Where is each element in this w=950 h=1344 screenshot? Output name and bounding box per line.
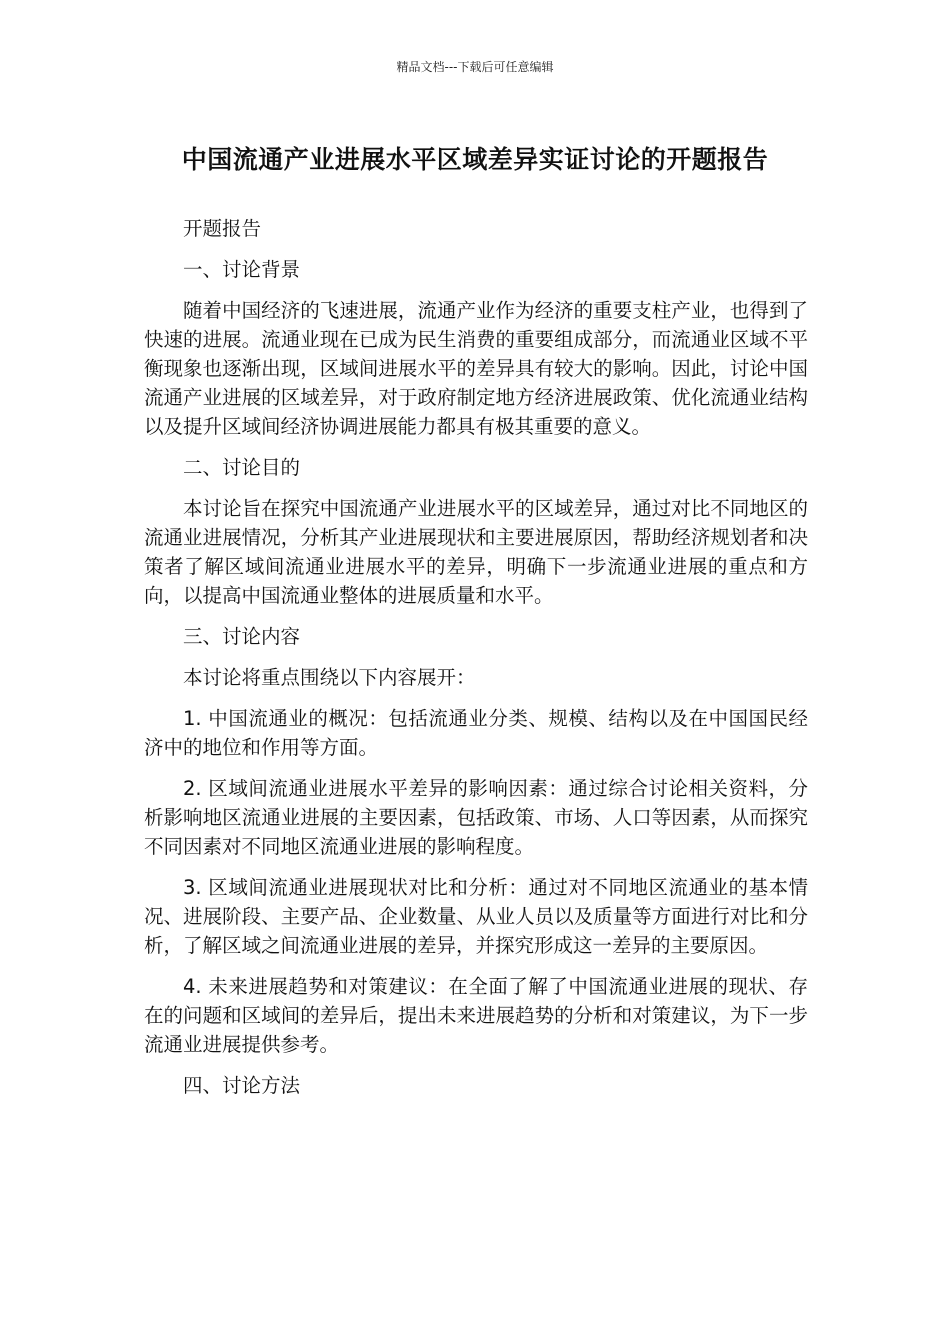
section-heading-purpose: 二、讨论目的 bbox=[183, 456, 301, 479]
paragraph-content-item-4: 4. 未来进展趋势和对策建议：在全面了解了中国流通业进展的现状、存在的问题和区域间的差异后，提出未来进展趋势的分析和对策建议，为下一步流通业进展提供参考。 bbox=[144, 975, 808, 1056]
paragraph-content-intro: 本讨论将重点围绕以下内容展开： bbox=[183, 666, 476, 689]
document-title: 中国流通产业进展水平区域差异实证讨论的开题报告 bbox=[181, 145, 769, 174]
paragraph-content-item-3: 3. 区域间流通业进展现状对比和分析：通过对不同地区流通业的基本情况、进展阶段、主要产品、企业数量、从业人员以及质量等方面进行对比和分析，了解区域之间流通业进展的差异，并探究形成这一差异的主要原因。 bbox=[144, 876, 808, 957]
paragraph-purpose: 本讨论旨在探究中国流通产业进展水平的区域差异，通过对比不同地区的流通业进展情况，分析其产业进展现状和主要进展原因，帮助经济规划者和决策者了解区域间流通业进展水平的差异，明确下一步流通业进展的重点和方向，以提高中国流通业整体的进展质量和水平。 bbox=[144, 497, 808, 607]
section-heading-method: 四、讨论方法 bbox=[183, 1074, 301, 1097]
paragraph-background: 随着中国经济的飞速进展，流通产业作为经济的重要支柱产业，也得到了快速的进展。流通业现在已成为民生消费的重要组成部分，而流通业区域不平衡现象也逐渐出现，区域间进展水平的差异具有较大的影响。因此，讨论中国流通产业进展的区域差异，对于政府制定地方经济进展政策、优化流通业结构以及提升区域间经济协调进展能力都具有极其重要的意义。 bbox=[144, 299, 808, 438]
paragraph-content-item-2: 2. 区域间流通业进展水平差异的影响因素：通过综合讨论相关资料，分析影响地区流通业进展的主要因素，包括政策、市场、人口等因素，从而探究不同因素对不同地区流通业进展的影响程度。 bbox=[144, 777, 808, 858]
section-heading-background: 一、讨论背景 bbox=[183, 258, 301, 281]
section-heading-content: 三、讨论内容 bbox=[183, 625, 301, 648]
document-body bbox=[144, 214, 808, 1112]
header-note: 精品文档---下载后可任意编辑 bbox=[396, 60, 554, 74]
section-label-report: 开题报告 bbox=[183, 217, 262, 240]
paragraph-content-item-1: 1. 中国流通业的概况：包括流通业分类、规模、结构以及在中国国民经济中的地位和作用等方面。 bbox=[144, 707, 808, 759]
